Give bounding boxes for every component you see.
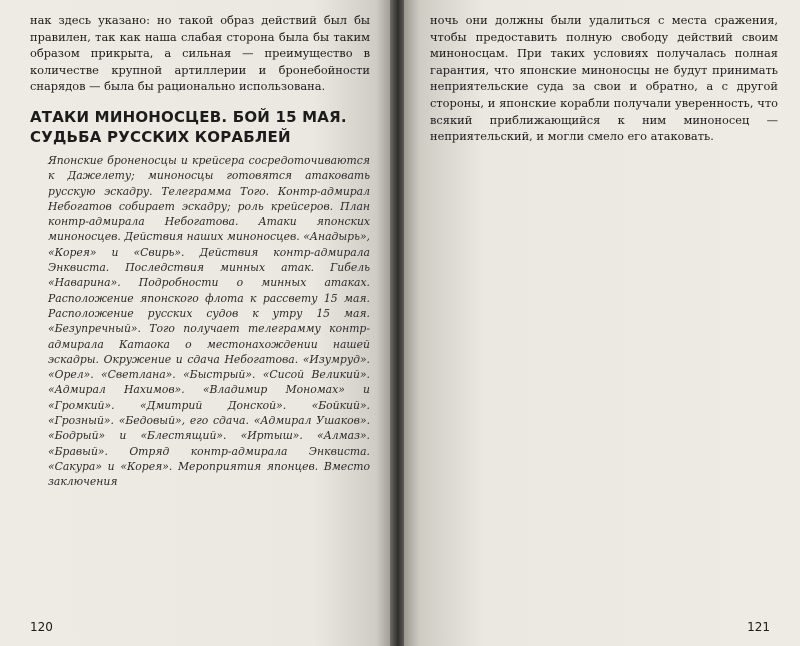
chapter-synopsis: Японские броненосцы и крейсера сосредоточиваются к Дажелету; миноносцы готовятся атаковать русскую эскадру. Телеграмма Того. Контр-адмирал Небогатов собирает эскадру; роль крейсеров. План контр-адмирала Небогатова. Атаки японских миноносцев. Действия наших миноносцев. «Анадырь», «Корея» и «Свирь». Действия контр-адмирала Энквиста. Последствия минных атак. Гибель «Наварина». Подробности о минных атаках. Расположение японского флота к рассвету 15 мая. Расположение русских судов к утру 15 мая. «Безупречный». Того получает телеграмму контр-адмирала Катаока о местонахождении нашей эскадры. Окружение и сдача Небогатова. «Изумруд». «Орел». «Светлана». «Быстрый». «Сисой Великий». «Адмирал Нахимов». «Владимир Мономах» и «Громкий». «Дмитрий Донской». «Бойкий». «Грозный». «Бедовый», его сдача. «Адмирал Ушаков». «Бодрый» и «Блестящий». «Иртыш». «Алмаз». «Бравый». Отряд контр-адмирала Энквиста. «Сакура» и «Корея». Мероприятия японцев. Вместо заключения bbox=[48, 153, 370, 489]
chapter-heading bbox=[30, 107, 370, 147]
left-page bbox=[0, 0, 392, 646]
left-page-number: 120 bbox=[30, 620, 53, 634]
right-top-paragraph: ночь они должны были удалиться с места сражения, чтобы предоставить полную свободу действий своим миноносцам. При таких условиях получалась полная гарантия, что японские миноносцы не будут принимать неприятельские суда за свои и обратно, а с другой стороны, и японские корабли получали уверенность, что всякий приближающийся к ним миноносец — неприятельский, и могли смело его атаковать. bbox=[430, 13, 778, 144]
right-page-number: 121 bbox=[747, 620, 770, 634]
right-page-content bbox=[430, 12, 778, 145]
left-top-paragraph: нак здесь указано: но такой образ действий был бы правилен, так как наша слабая сторона была бы таким образом прикрыта, а сильная — преимущество в количестве крупной артиллерии и бронебойности снарядов — была бы рационально использована. bbox=[30, 13, 370, 94]
chapter-heading-line-2: СУДЬБА РУССКИХ КОРАБЛЕЙ bbox=[30, 127, 291, 146]
right-page bbox=[404, 0, 800, 646]
left-page-content bbox=[30, 12, 370, 490]
chapter-heading-line-1: АТАКИ МИНОНОСЦЕВ. БОЙ 15 МАЯ. bbox=[30, 107, 347, 126]
